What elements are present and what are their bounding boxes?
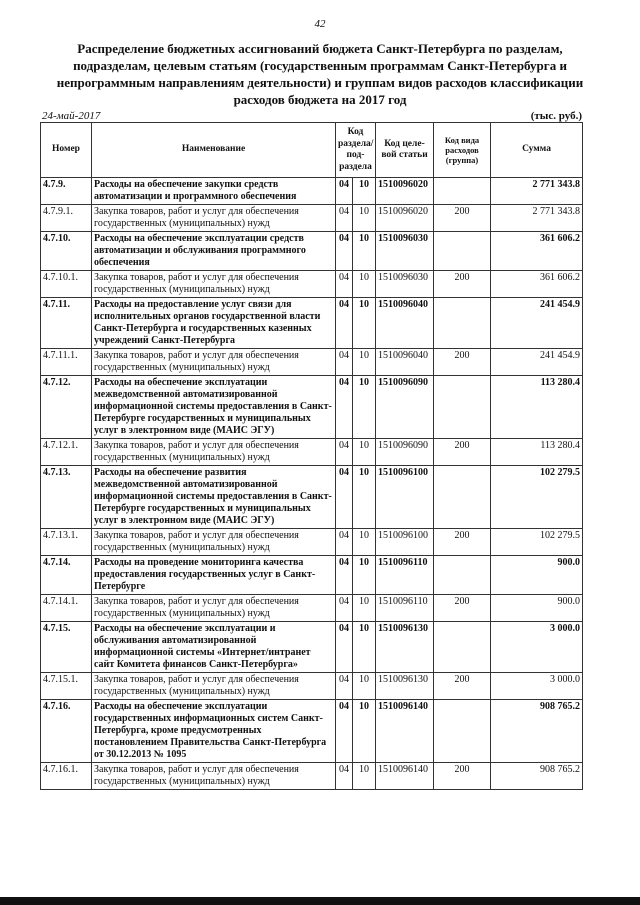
row-article-code: 1510096130 [376, 673, 434, 700]
row-section: 04 [336, 232, 353, 271]
row-number: 4.7.16.1. [41, 763, 92, 790]
row-amount: 3 000.0 [491, 673, 583, 700]
row-subsection: 10 [353, 271, 376, 298]
row-amount: 2 771 343.8 [491, 178, 583, 205]
row-expense-type: 200 [434, 349, 491, 376]
row-section: 04 [336, 556, 353, 595]
row-subsection: 10 [353, 376, 376, 439]
row-number: 4.7.12. [41, 376, 92, 439]
table-row [41, 556, 583, 595]
row-article-code: 1510096100 [376, 529, 434, 556]
row-subsection: 10 [353, 349, 376, 376]
row-amount: 900.0 [491, 595, 583, 622]
row-number: 4.7.12.1. [41, 439, 92, 466]
table-row [41, 271, 583, 298]
row-name: Закупка товаров, работ и услуг для обеспечения государственных (муниципальных) нужд [92, 439, 336, 466]
table-row [41, 763, 583, 790]
row-subsection: 10 [353, 622, 376, 673]
row-amount: 102 279.5 [491, 466, 583, 529]
row-expense-type: 200 [434, 763, 491, 790]
row-number: 4.7.11.1. [41, 349, 92, 376]
table-row [41, 466, 583, 529]
row-section: 04 [336, 439, 353, 466]
row-number: 4.7.16. [41, 700, 92, 763]
row-name: Закупка товаров, работ и услуг для обеспечения государственных (муниципальных) нужд [92, 529, 336, 556]
units-label: (тыс. руб.) [530, 110, 582, 122]
row-article-code: 1510096110 [376, 595, 434, 622]
row-subsection: 10 [353, 763, 376, 790]
document-title: Распределение бюджетных ассигнований бюджета Санкт-Петербурга по разделам, подразделам, целевым статьям (государственным программам Санкт-Петербурга и непрограммным направлениям деятельности) и группам видов расходов классификации расходов бюджета на 2017 год [56, 41, 584, 107]
table-row [41, 178, 583, 205]
row-section: 04 [336, 298, 353, 349]
table-row [41, 298, 583, 349]
row-section: 04 [336, 466, 353, 529]
row-article-code: 1510096130 [376, 622, 434, 673]
table-row [41, 700, 583, 763]
row-article-code: 1510096030 [376, 232, 434, 271]
row-name: Закупка товаров, работ и услуг для обеспечения государственных (муниципальных) нужд [92, 595, 336, 622]
scan-bottom-edge [0, 897, 640, 905]
row-expense-type [434, 178, 491, 205]
budget-table [40, 122, 583, 790]
row-number: 4.7.13. [41, 466, 92, 529]
table-row [41, 529, 583, 556]
row-article-code: 1510096090 [376, 376, 434, 439]
row-amount: 113 280.4 [491, 439, 583, 466]
row-name: Расходы на проведение мониторинга качества предоставления государственных услуг в Санкт-Петербурге [92, 556, 336, 595]
row-section: 04 [336, 622, 353, 673]
row-amount: 113 280.4 [491, 376, 583, 439]
row-section: 04 [336, 595, 353, 622]
row-section: 04 [336, 763, 353, 790]
row-subsection: 10 [353, 178, 376, 205]
table-row [41, 232, 583, 271]
row-subsection: 10 [353, 529, 376, 556]
table-header-row [41, 123, 583, 178]
row-name: Расходы на предоставление услуг связи для исполнительных органов государственной власти Санкт-Петербурга и государственных казенных учреждений Санкт-Петербурга [92, 298, 336, 349]
row-expense-type: 200 [434, 529, 491, 556]
row-number: 4.7.11. [41, 298, 92, 349]
row-article-code: 1510096110 [376, 556, 434, 595]
row-number: 4.7.15.1. [41, 673, 92, 700]
row-subsection: 10 [353, 439, 376, 466]
row-expense-type [434, 232, 491, 271]
table-row [41, 376, 583, 439]
table-row [41, 439, 583, 466]
row-expense-type: 200 [434, 439, 491, 466]
row-section: 04 [336, 349, 353, 376]
row-article-code: 1510096100 [376, 466, 434, 529]
row-name: Закупка товаров, работ и услуг для обеспечения государственных (муниципальных) нужд [92, 205, 336, 232]
row-number: 4.7.14. [41, 556, 92, 595]
row-expense-type [434, 622, 491, 673]
row-amount: 900.0 [491, 556, 583, 595]
row-subsection: 10 [353, 595, 376, 622]
header-section: Код раздела/ под-раздела [336, 123, 376, 178]
row-expense-type [434, 298, 491, 349]
table-row [41, 595, 583, 622]
row-section: 04 [336, 205, 353, 232]
row-article-code: 1510096040 [376, 349, 434, 376]
header-number: Номер [41, 123, 92, 178]
row-expense-type [434, 376, 491, 439]
row-name: Закупка товаров, работ и услуг для обеспечения государственных (муниципальных) нужд [92, 349, 336, 376]
row-subsection: 10 [353, 298, 376, 349]
row-section: 04 [336, 529, 353, 556]
table-row [41, 205, 583, 232]
row-article-code: 1510096090 [376, 439, 434, 466]
row-section: 04 [336, 178, 353, 205]
row-subsection: 10 [353, 232, 376, 271]
page-number: 42 [314, 18, 326, 30]
row-name: Расходы на обеспечение эксплуатации средств автоматизации и обслуживания программного обеспечения [92, 232, 336, 271]
row-article-code: 1510096140 [376, 700, 434, 763]
row-amount: 908 765.2 [491, 700, 583, 763]
row-subsection: 10 [353, 556, 376, 595]
row-expense-type [434, 466, 491, 529]
row-subsection: 10 [353, 700, 376, 763]
row-name: Расходы на обеспечение эксплуатации и обслуживания автоматизированной информационной системы «Интернет/интранет сайт Комитета финансов Санкт-Петербурга» [92, 622, 336, 673]
table-row [41, 673, 583, 700]
row-section: 04 [336, 700, 353, 763]
row-expense-type: 200 [434, 205, 491, 232]
row-expense-type: 200 [434, 271, 491, 298]
row-section: 04 [336, 376, 353, 439]
row-amount: 241 454.9 [491, 349, 583, 376]
row-expense-type: 200 [434, 673, 491, 700]
row-article-code: 1510096140 [376, 763, 434, 790]
table-body [41, 178, 583, 790]
row-name: Закупка товаров, работ и услуг для обеспечения государственных (муниципальных) нужд [92, 673, 336, 700]
header-article: Код целе-вой статьи [376, 123, 434, 178]
row-amount: 361 606.2 [491, 271, 583, 298]
row-expense-type [434, 700, 491, 763]
row-article-code: 1510096020 [376, 205, 434, 232]
row-name: Закупка товаров, работ и услуг для обеспечения государственных (муниципальных) нужд [92, 271, 336, 298]
table-row [41, 349, 583, 376]
row-amount: 241 454.9 [491, 298, 583, 349]
row-number: 4.7.14.1. [41, 595, 92, 622]
document-date: 24-май-2017 [42, 110, 101, 122]
row-section: 04 [336, 271, 353, 298]
row-article-code: 1510096040 [376, 298, 434, 349]
row-amount: 908 765.2 [491, 763, 583, 790]
row-subsection: 10 [353, 466, 376, 529]
row-name: Расходы на обеспечение эксплуатации государственных информационных систем Санкт-Петербурга, кроме предусмотренных постановлением Правительства Санкт-Петербурга от 30.12.2013 № 1095 [92, 700, 336, 763]
header-expense-type: Код вида расходов (группа) [434, 123, 491, 178]
row-name: Расходы на обеспечение закупки средств автоматизации и программного обеспечения [92, 178, 336, 205]
table-row [41, 622, 583, 673]
header-name: Наименование [92, 123, 336, 178]
header-amount: Сумма [491, 123, 583, 178]
row-amount: 2 771 343.8 [491, 205, 583, 232]
row-number: 4.7.13.1. [41, 529, 92, 556]
row-article-code: 1510096030 [376, 271, 434, 298]
row-article-code: 1510096020 [376, 178, 434, 205]
row-name: Закупка товаров, работ и услуг для обеспечения государственных (муниципальных) нужд [92, 763, 336, 790]
row-name: Расходы на обеспечение развития межведомственной автоматизированной информационной системы предоставления в Санкт-Петербурге государственных и муниципальных услуг в электронном виде (МАИС ЭГУ) [92, 466, 336, 529]
row-number: 4.7.10.1. [41, 271, 92, 298]
row-expense-type: 200 [434, 595, 491, 622]
row-number: 4.7.15. [41, 622, 92, 673]
row-subsection: 10 [353, 205, 376, 232]
row-subsection: 10 [353, 673, 376, 700]
row-number: 4.7.9.1. [41, 205, 92, 232]
row-expense-type [434, 556, 491, 595]
row-name: Расходы на обеспечение эксплуатации межведомственной автоматизированной информационной системы предоставления в Санкт-Петербурге государственных и муниципальных услуг в электронном виде (МАИС ЭГУ) [92, 376, 336, 439]
row-amount: 3 000.0 [491, 622, 583, 673]
row-number: 4.7.9. [41, 178, 92, 205]
row-section: 04 [336, 673, 353, 700]
row-amount: 361 606.2 [491, 232, 583, 271]
row-number: 4.7.10. [41, 232, 92, 271]
row-amount: 102 279.5 [491, 529, 583, 556]
